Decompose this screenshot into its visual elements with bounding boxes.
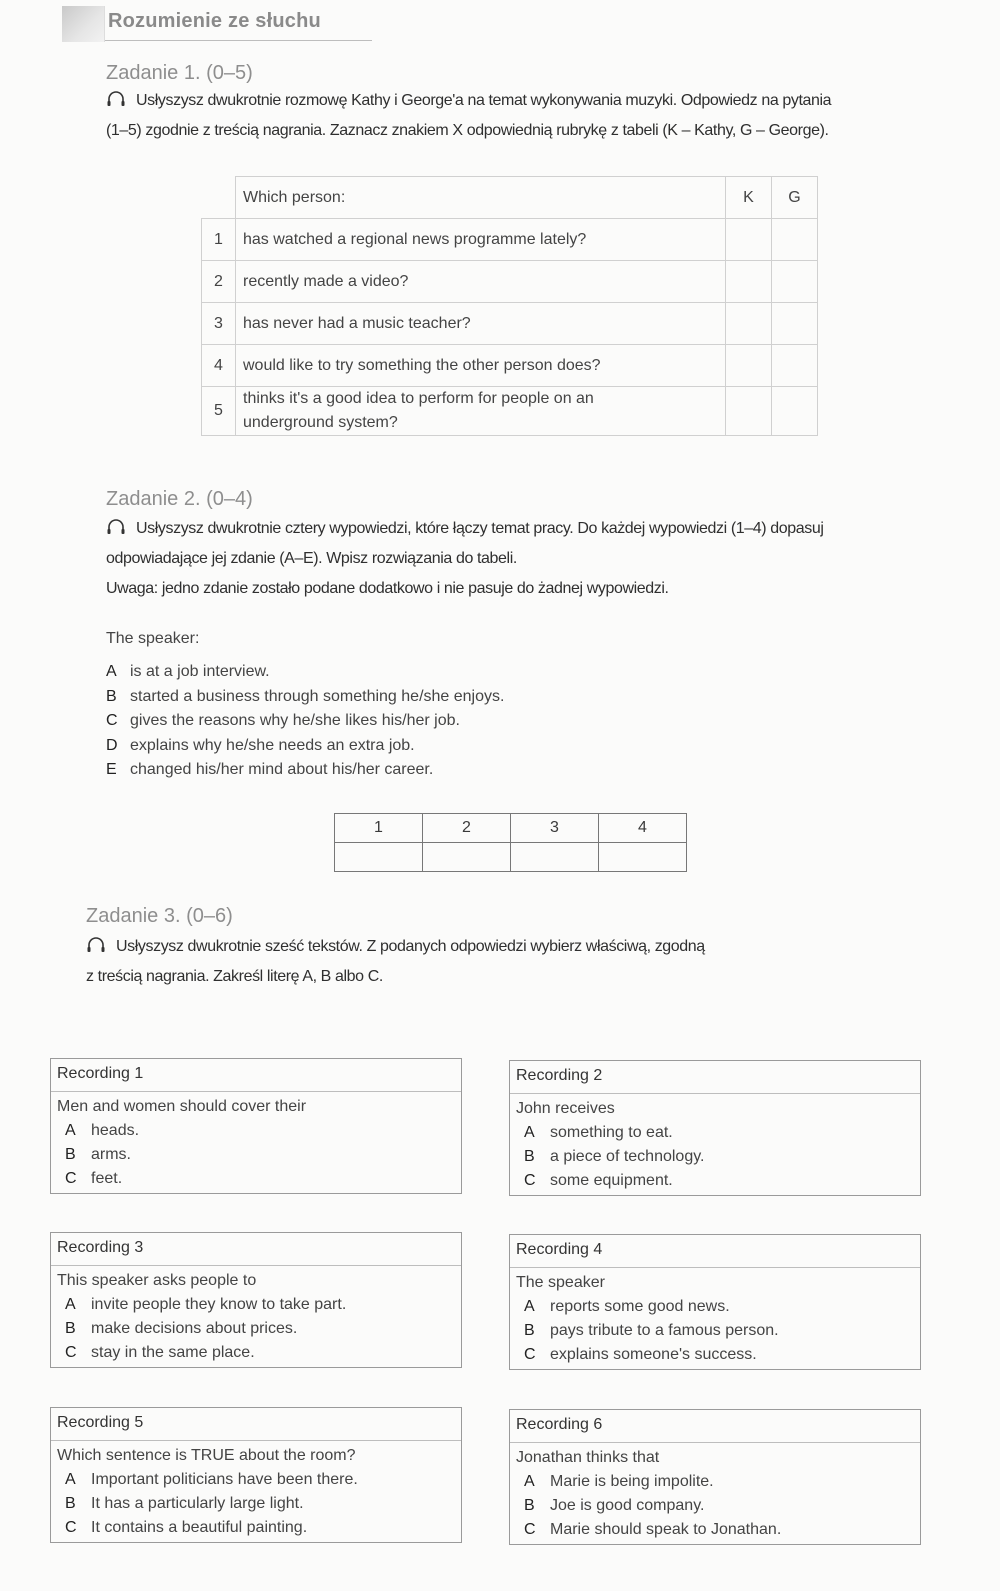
- task1-table: [201, 176, 818, 436]
- list-item: [106, 660, 504, 685]
- task3-instruction-line2: z treścią nagrania. Zakreśl literę A, B albo C.: [86, 968, 383, 985]
- answer-cell-k[interactable]: [726, 219, 772, 261]
- option-text: is at a job interview.: [130, 663, 270, 680]
- answer-cell-k[interactable]: [726, 303, 772, 345]
- option-text: It contains a beautiful painting.: [91, 1519, 308, 1536]
- option-letter: B: [65, 1146, 76, 1163]
- table-header-label: Which person:: [236, 177, 726, 219]
- row-question: recently made a video?: [236, 261, 726, 303]
- option-text: started a business through something he/she enjoys.: [130, 687, 505, 705]
- table-row: [202, 219, 818, 261]
- option-letter: B: [65, 1495, 76, 1512]
- recording-question: The speaker: [516, 1274, 605, 1291]
- task2-answer-table: [334, 813, 687, 872]
- option-text: Important politicians have been there.: [91, 1471, 358, 1488]
- option-text: explains why he/she needs an extra job.: [130, 736, 415, 754]
- option-text: changed his/her mind about his/her career.: [130, 761, 434, 778]
- recording-title: Recording 1: [57, 1065, 144, 1082]
- answer-option[interactable]: [65, 1170, 122, 1188]
- divider: [510, 1267, 920, 1268]
- option-letter: C: [524, 1172, 536, 1189]
- table-header-row: [202, 177, 818, 219]
- recording-box-3: [50, 1232, 462, 1368]
- option-text: explains someone's success.: [550, 1346, 757, 1363]
- answer-cell[interactable]: [335, 843, 423, 872]
- option-text: heads.: [91, 1122, 140, 1139]
- divider: [51, 1091, 461, 1092]
- task2-instruction-line1: Usłyszysz dwukrotnie cztery wypowiedzi, które łączy temat pracy. Do każdej wypowiedzi (1–4) dopasuj: [136, 520, 824, 537]
- divider: [510, 1442, 920, 1443]
- headphones-icon: [106, 91, 126, 107]
- option-text: It has a particularly large light.: [91, 1495, 304, 1512]
- recording-question: Men and women should cover their: [57, 1098, 307, 1115]
- option-text: Marie should speak to Jonathan.: [550, 1521, 782, 1538]
- recording-box-6: [509, 1409, 921, 1545]
- row-number: 4: [202, 345, 236, 387]
- option-text: reports some good news.: [550, 1298, 730, 1315]
- option-text: some equipment.: [550, 1172, 673, 1189]
- option-text: invite people they know to take part.: [91, 1296, 347, 1313]
- option-letter: A: [65, 1122, 76, 1139]
- option-letter: B: [524, 1322, 535, 1339]
- answer-option[interactable]: [65, 1344, 255, 1362]
- recording-box-5: [50, 1407, 462, 1543]
- answer-option[interactable]: [524, 1473, 714, 1491]
- option-text: something to eat.: [550, 1124, 673, 1141]
- row-question: has watched a regional news programme lately?: [236, 219, 726, 261]
- row-number: 5: [202, 387, 236, 436]
- recording-box-2: [509, 1060, 921, 1196]
- answer-option[interactable]: [65, 1146, 131, 1164]
- answer-cell[interactable]: [511, 843, 599, 872]
- option-text: a piece of technology.: [550, 1148, 705, 1165]
- row-number: 3: [202, 303, 236, 345]
- answer-option[interactable]: [65, 1471, 358, 1489]
- row-number: 1: [202, 219, 236, 261]
- option-letter: E: [106, 761, 117, 778]
- task1-title: Zadanie 1. (0–5): [106, 62, 253, 84]
- option-letter: C: [65, 1170, 77, 1187]
- answer-option[interactable]: [65, 1519, 307, 1537]
- task3-instruction-line1: Usłyszysz dwukrotnie sześć tekstów. Z podanych odpowiedzi wybierz właściwą, zgodną: [116, 938, 705, 955]
- row-question-line2: underground system?: [243, 414, 398, 431]
- answer-cell-k[interactable]: [726, 261, 772, 303]
- recording-box-1: [50, 1058, 462, 1194]
- answer-cell-g[interactable]: [772, 345, 818, 387]
- option-text: stay in the same place.: [91, 1344, 255, 1361]
- recording-title: Recording 3: [57, 1239, 144, 1256]
- answer-option[interactable]: [65, 1296, 346, 1314]
- option-letter: B: [524, 1497, 535, 1514]
- option-text: make decisions about prices.: [91, 1320, 298, 1337]
- task2-lead: The speaker:: [106, 630, 200, 647]
- task3-instruction: [86, 932, 966, 992]
- answer-option[interactable]: [65, 1495, 304, 1513]
- answer-col-header: 2: [423, 814, 511, 843]
- answer-option[interactable]: [65, 1320, 297, 1338]
- row-question: has never had a music teacher?: [236, 303, 726, 345]
- answer-col-header: 3: [511, 814, 599, 843]
- option-letter: C: [65, 1519, 77, 1536]
- option-text: pays tribute to a famous person.: [550, 1322, 779, 1339]
- answer-cell[interactable]: [423, 843, 511, 872]
- recording-question: This speaker asks people to: [57, 1272, 257, 1289]
- table-row: [202, 387, 818, 436]
- answer-col-header: 4: [599, 814, 687, 843]
- option-letter: B: [524, 1148, 535, 1165]
- column-k-header: K: [726, 177, 772, 219]
- answer-cell-k[interactable]: [726, 345, 772, 387]
- option-letter: C: [524, 1521, 536, 1538]
- option-letter: A: [65, 1471, 76, 1488]
- recording-title: Recording 2: [516, 1067, 603, 1084]
- option-letter: A: [65, 1296, 76, 1313]
- recording-question: Jonathan thinks that: [516, 1449, 660, 1466]
- list-item: [106, 709, 504, 734]
- answer-cell-g[interactable]: [772, 303, 818, 345]
- recording-title: Recording 6: [516, 1416, 603, 1433]
- task1-instruction-line1: Usłyszysz dwukrotnie rozmowę Kathy i George'a na temat wykonywania muzyki. Odpowiedz na pytania: [136, 92, 832, 109]
- answer-input-row: [335, 843, 687, 872]
- recording-title: Recording 4: [516, 1241, 603, 1258]
- task1-instruction-line2: (1–5) zgodnie z treścią nagrania. Zaznacz znakiem X odpowiednią rubrykę z tabeli (K – Kathy, G – George).: [106, 122, 829, 139]
- answer-cell-g[interactable]: [772, 261, 818, 303]
- list-item: [106, 685, 504, 710]
- divider: [51, 1440, 461, 1441]
- option-letter: A: [524, 1298, 535, 1315]
- answer-option[interactable]: [524, 1521, 781, 1539]
- headphones-icon: [86, 937, 106, 953]
- answer-option[interactable]: [524, 1124, 673, 1142]
- option-text: arms.: [91, 1146, 131, 1163]
- answer-col-header: 1: [335, 814, 423, 843]
- divider: [51, 1265, 461, 1266]
- answer-cell-k[interactable]: [726, 387, 772, 436]
- option-letter: A: [524, 1124, 535, 1141]
- option-letter: D: [106, 736, 118, 754]
- recording-question: John receives: [516, 1100, 615, 1117]
- option-letter: C: [106, 712, 118, 729]
- column-g-header: G: [772, 177, 818, 219]
- task2-instruction: [106, 514, 986, 604]
- task2-instruction-line2: odpowiadające jej zdanie (A–E). Wpisz rozwiązania do tabeli.: [106, 550, 517, 567]
- option-letter: C: [65, 1344, 77, 1361]
- row-number: 2: [202, 261, 236, 303]
- row-question-line1: thinks it's a good idea to perform for people on an: [243, 390, 594, 407]
- option-letter: A: [106, 663, 117, 680]
- recording-title: Recording 5: [57, 1414, 144, 1431]
- task3-title: Zadanie 3. (0–6): [86, 905, 233, 927]
- recording-question: Which sentence is TRUE about the room?: [57, 1447, 356, 1464]
- answer-option[interactable]: [524, 1346, 757, 1364]
- row-question: [236, 387, 726, 436]
- table-row: [202, 345, 818, 387]
- option-letter: B: [106, 687, 117, 705]
- answer-cell-g[interactable]: [772, 219, 818, 261]
- option-letter: B: [65, 1320, 76, 1337]
- answer-option[interactable]: [524, 1172, 673, 1190]
- section-title: Rozumienie ze słuchu: [108, 10, 321, 32]
- row-question: would like to try something the other person does?: [236, 345, 726, 387]
- list-item: [106, 734, 504, 759]
- option-letter: C: [524, 1346, 536, 1363]
- recording-box-4: [509, 1234, 921, 1370]
- option-letter: A: [524, 1473, 535, 1490]
- list-item: [106, 758, 504, 783]
- answer-cell-g[interactable]: [772, 387, 818, 436]
- table-row: [202, 261, 818, 303]
- table-row: [202, 303, 818, 345]
- task2-options: [106, 660, 504, 783]
- answer-cell[interactable]: [599, 843, 687, 872]
- divider: [510, 1093, 920, 1094]
- headphones-icon: [106, 519, 126, 535]
- option-text: Joe is good company.: [550, 1497, 705, 1514]
- task2-note: Uwaga: jedno zdanie zostało podane dodatkowo i nie pasuje do żadnej wypowiedzi.: [106, 580, 669, 597]
- option-text: gives the reasons why he/she likes his/her job.: [130, 712, 460, 729]
- section-corner-decoration: [62, 6, 105, 42]
- answer-option[interactable]: [524, 1148, 704, 1166]
- answer-option[interactable]: [65, 1122, 139, 1140]
- option-text: Marie is being impolite.: [550, 1473, 714, 1490]
- option-text: feet.: [91, 1170, 123, 1187]
- answer-option[interactable]: [524, 1497, 704, 1515]
- answer-option[interactable]: [524, 1322, 779, 1340]
- answer-header-row: [335, 814, 687, 843]
- task2-title: Zadanie 2. (0–4): [106, 488, 253, 510]
- answer-option[interactable]: [524, 1298, 730, 1316]
- task1-instruction: [106, 86, 986, 146]
